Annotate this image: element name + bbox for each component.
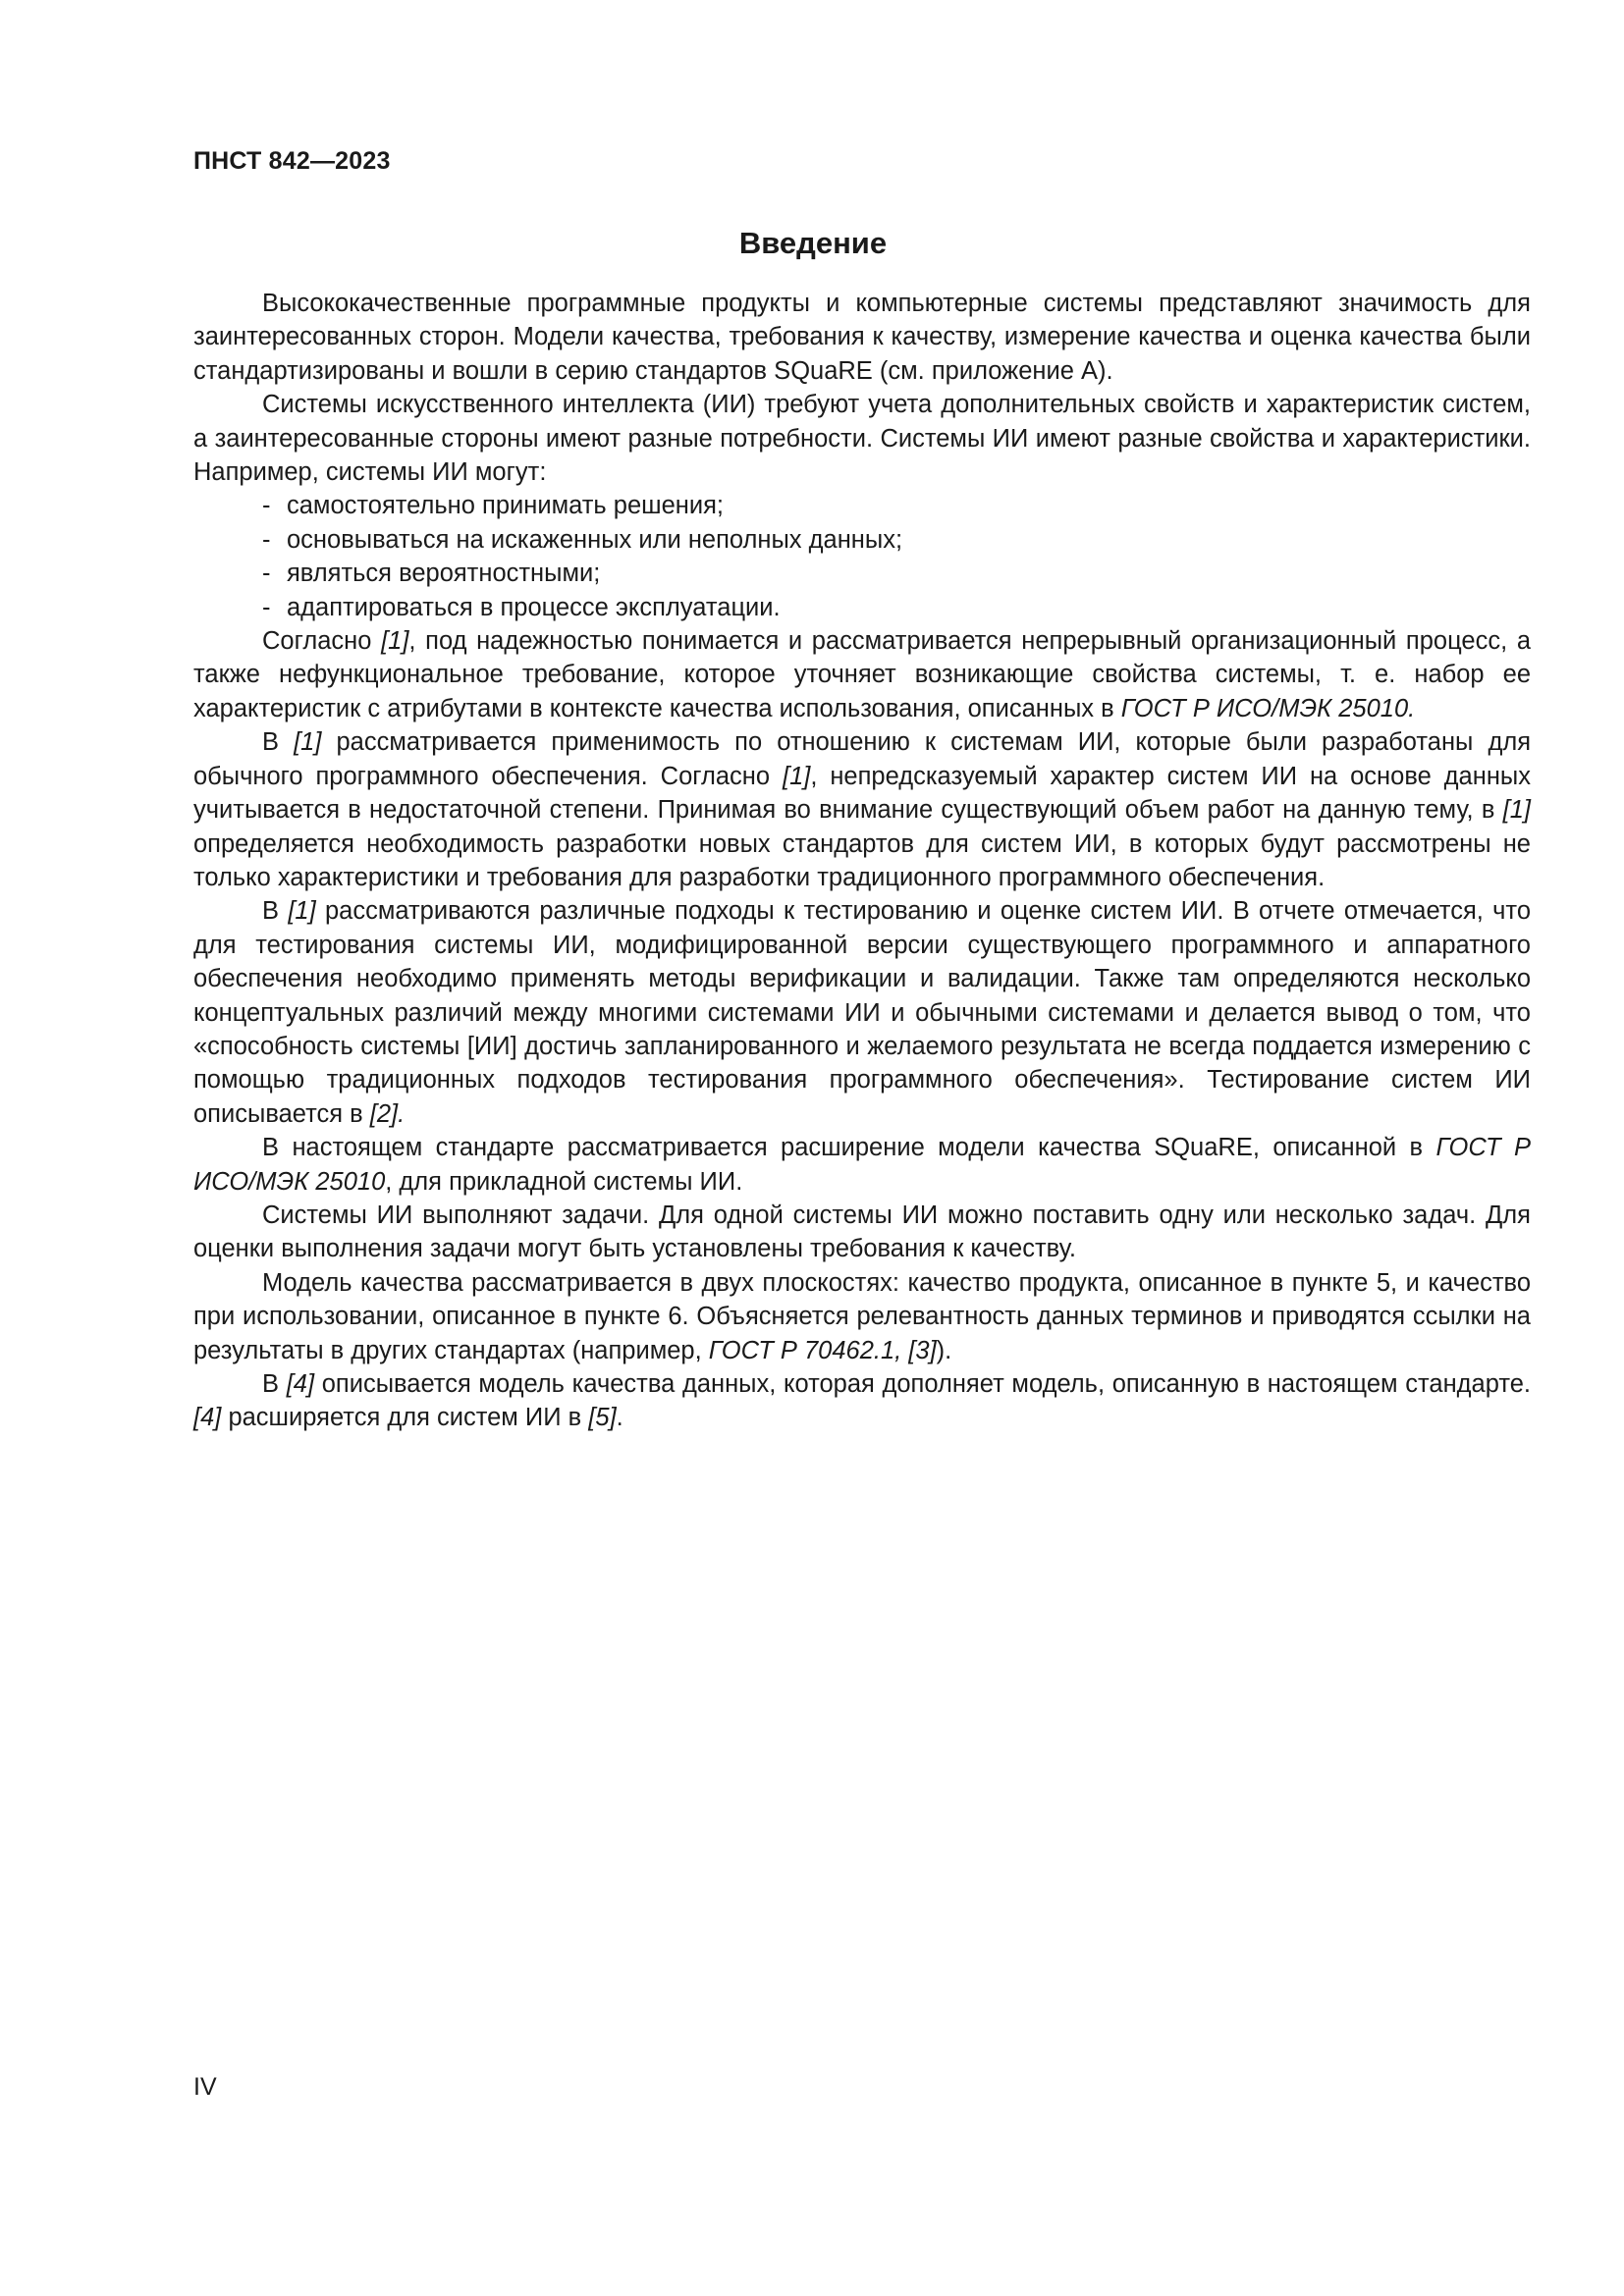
list-item-text: являться вероятностными; [287, 560, 601, 588]
paragraph-6 [193, 1131, 1531, 1199]
reference: [1] [782, 762, 811, 790]
paragraph-5 [193, 894, 1531, 1131]
reference: [2]. [369, 1099, 406, 1128]
reference: [5] [588, 1404, 617, 1432]
reference: [1] [288, 897, 316, 926]
reference: ГОСТ Р ИСО/МЭК 25010 [193, 1134, 1531, 1196]
text-run: расширяется для систем ИИ в [221, 1404, 589, 1432]
paragraph-2: Системы искусственного интеллекта (ИИ) требуют учета дополнительных свойств и характеристик систем, а заинтересованные стороны имеют разные потребности. Системы ИИ имеют разные свойства и характеристики. Например, системы ИИ могут: [193, 391, 1531, 487]
reference: [1] [294, 728, 322, 757]
text-run: . [616, 1404, 623, 1432]
text-run: В настоящем стандарте рассматривается расширение модели качества SQuaRE, описанной в [262, 1134, 1436, 1162]
list-item-text: адаптироваться в процессе эксплуатации. [287, 593, 781, 621]
list-dash: - [262, 560, 271, 588]
text-run: , непредсказуемый характер систем ИИ на основе данных учитывается в недостаточной степени. Принимая во внимание существующий объем работ на данную тему, в [193, 762, 1531, 825]
text-run: рассматриваются различные подходы к тестированию и оценке систем ИИ. В отчете отмечается, что для тестирования системы ИИ, модифицированной версии существующего программного и аппаратного обеспечения необходимо применять методы верификации и валидации. Также там определяются несколько концептуальных различий между многими системами ИИ и обычными системами и делается вывод о том, что «способность системы [ИИ] достичь запланированного и желаемого результата не всегда поддается измерению с помощью традиционных подходов тестирования программного обеспечения». Тестирование систем ИИ описывается в [193, 897, 1531, 1128]
list-item [193, 489, 1531, 522]
list-item [193, 523, 1531, 557]
paragraph-7: Системы ИИ выполняют задачи. Для одной системы ИИ можно поставить одну или несколько задач. Для оценки выполнения задачи могут быть установлены требования к качеству. [193, 1201, 1531, 1263]
paragraph-3 [193, 624, 1531, 725]
paragraph-9 [193, 1367, 1531, 1435]
section-title: Введение [738, 226, 888, 260]
property-list [193, 489, 1531, 624]
reference: [1] [1502, 796, 1531, 825]
list-item-text: самостоятельно принимать решения; [287, 492, 725, 520]
text-run: Модель качества рассматривается в двух плоскостях: качество продукта, описанное в пункте 5, и качество при использовании, описанное в пункте 6. Объясняется релевантность данных терминов и приводятся ссылки на результаты в других стандартах (например, [193, 1268, 1531, 1364]
text-run: Согласно [262, 627, 382, 656]
text-run: В [262, 1370, 287, 1398]
section-body [193, 287, 1531, 1435]
reference: [1] [381, 627, 409, 656]
reference: ГОСТ Р 70462.1, [3] [708, 1336, 937, 1364]
text-run: ). [936, 1336, 952, 1364]
reference: ГОСТ Р ИСО/МЭК 25010. [1120, 694, 1416, 722]
list-dash: - [262, 525, 271, 554]
reference: [4] [193, 1404, 222, 1432]
list-dash: - [262, 593, 271, 621]
paragraph-1: Высококачественные программные продукты и компьютерные системы представляют значимость для заинтересованных сторон. Модели качества, требования к качеству, измерение качества и оценка качества были стандартизированы и вошли в серию стандартов SQuaRE (см. приложение А). [193, 290, 1531, 385]
list-item [193, 557, 1531, 590]
text-run: В [262, 897, 289, 926]
text-run: В [262, 728, 295, 757]
text-run: определяется необходимость разработки новых стандартов для систем ИИ, в которых будут рассмотрены не только характеристики и требования для разработки традиционного программного обеспечения. [193, 829, 1531, 891]
page-number: IV [193, 2073, 217, 2101]
list-dash: - [262, 492, 271, 520]
paragraph-4 [193, 725, 1531, 894]
list-item-text: основываться на искаженных или неполных данных; [287, 525, 903, 554]
reference: [4] [286, 1370, 315, 1398]
paragraph-8 [193, 1266, 1531, 1367]
document-code: ПНСТ 842—2023 [193, 147, 391, 175]
text-run: , под надежностью понимается и рассматривается непрерывный организационный процесс, а также нефункциональное требование, которое уточняет возникающие свойства системы, т. е. набор ее характеристик с атрибутами в контексте качества использования, описанных в [193, 627, 1532, 722]
text-run: , для прикладной системы ИИ. [385, 1167, 743, 1196]
text-run: описывается модель качества данных, которая дополняет модель, описанную в настоящем стандарте. [314, 1370, 1531, 1398]
text-run: рассматривается применимость по отношению к системам ИИ, которые были разработаны для обычного программного обеспечения. Согласно [193, 728, 1532, 790]
list-item [193, 591, 1531, 624]
